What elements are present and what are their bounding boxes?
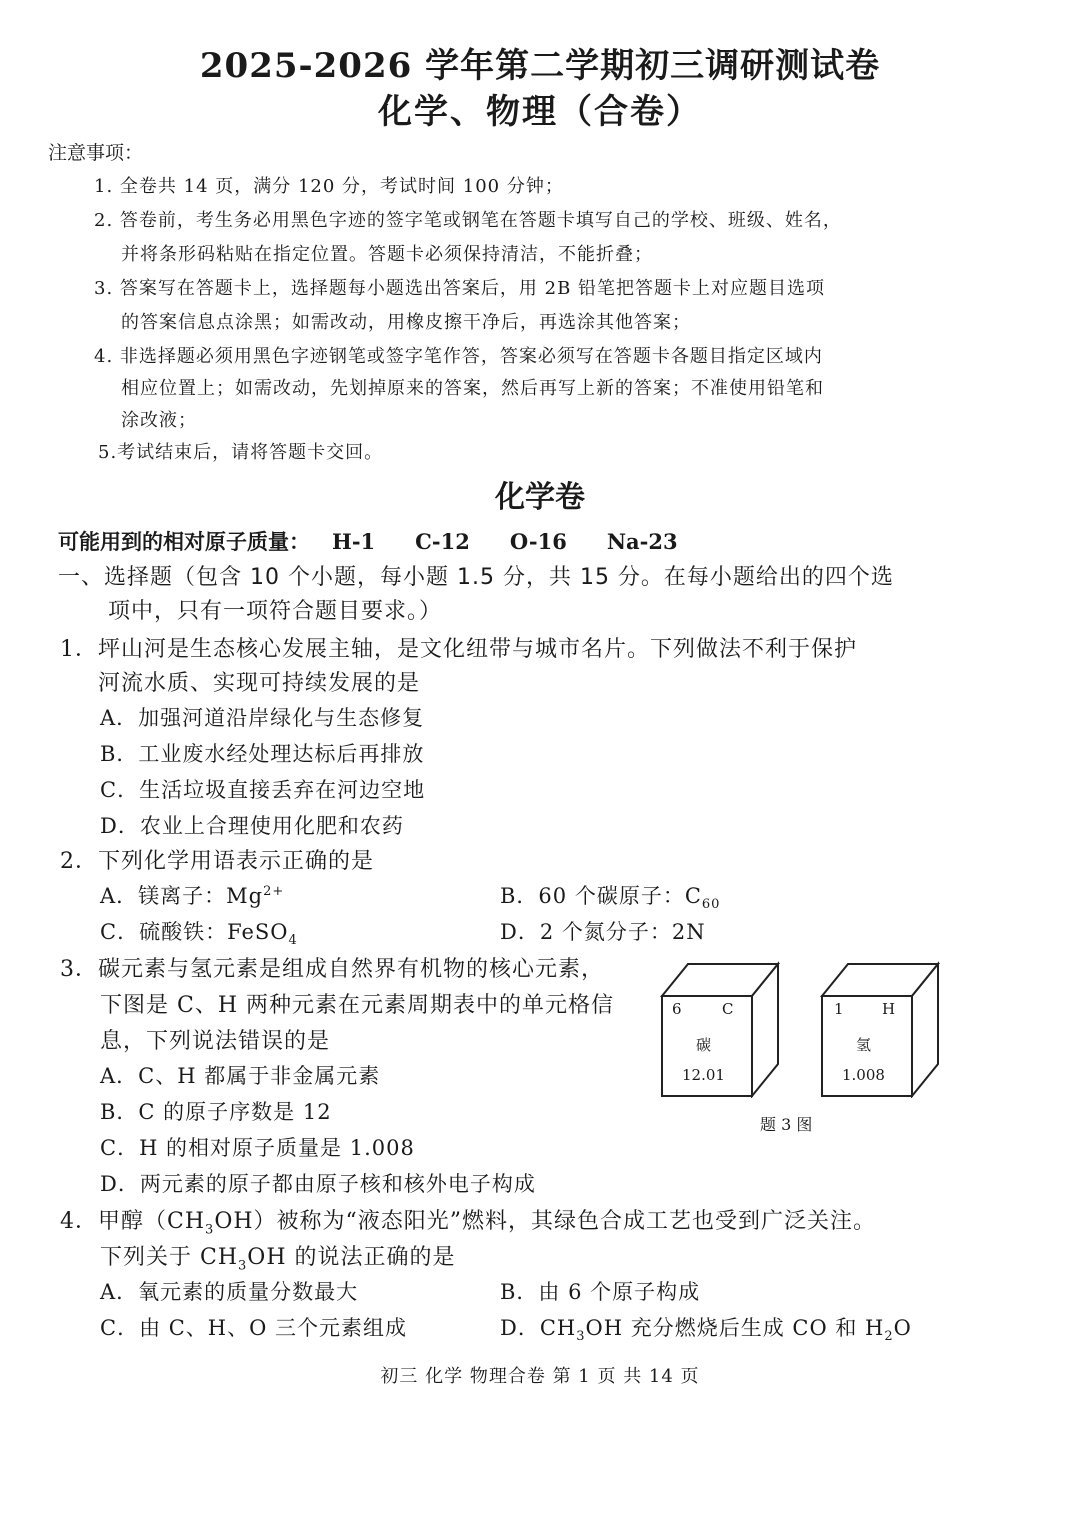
- part1-instructions-line2: 项中，只有一项符合题目要求。）: [108, 599, 443, 624]
- q2-option-c: [100, 916, 298, 948]
- q4-option-d-part-a: D．CH: [500, 1316, 577, 1340]
- hydrogen-atomic-mass: 1.008: [842, 1066, 885, 1084]
- notice-line-8: 涂改液；: [121, 410, 197, 431]
- q4-stem-line2: [100, 1240, 456, 1273]
- q4-option-d: [500, 1312, 912, 1344]
- q4-option-d-subscript-1: 3: [576, 1329, 586, 1345]
- q4-option-c: C．由 C、H、O 三个元素组成: [100, 1316, 408, 1340]
- q3-stem-line2: 下图是 C、H 两种元素在元素周期表中的单元格信: [100, 993, 615, 1018]
- q1-option-a: A．加强河道沿岸绿化与生态修复: [100, 706, 425, 730]
- q2-option-b: [500, 880, 720, 912]
- q1-option-d: D．农业上合理使用化肥和农药: [100, 814, 404, 838]
- figure-3-caption: 题 3 图: [760, 1115, 813, 1134]
- atomic-mass-label: 可能用到的相对原子质量：: [58, 530, 310, 554]
- page-footer: 初三 化学 物理合卷 第 1 页 共 14 页: [380, 1366, 700, 1387]
- q4-option-d-part-c: O: [893, 1316, 912, 1340]
- section-title: 化学卷: [495, 480, 585, 515]
- q1-stem-line1: 1．坪山河是生态核心发展主轴，是文化纽带与城市名片。下列做法不利于保护: [60, 637, 857, 662]
- q3-option-c: C．H 的相对原子质量是 1.008: [100, 1136, 415, 1160]
- q4-stem1-part-a: 4．甲醇（CH: [60, 1209, 206, 1234]
- carbon-atomic-number: 6: [672, 1000, 682, 1018]
- q2-option-b-text: B．60 个碳原子：C: [500, 884, 702, 908]
- notice-line-6: 4. 非选择题必须用黑色字迹钢笔或签字笔作答，答案必须写在答题卡各题目指定区域内: [94, 346, 823, 367]
- hydrogen-atomic-number: 1: [834, 1000, 844, 1018]
- exam-title: 2025-2026 学年第二学期初三调研测试卷: [199, 46, 881, 86]
- atomic-mass-o: O-16: [509, 529, 567, 554]
- carbon-symbol: C: [722, 1000, 734, 1018]
- atomic-mass-line: [58, 526, 678, 556]
- notice-line-9: 5.考试结束后，请将答题卡交回。: [98, 442, 384, 463]
- hydrogen-name: 氢: [856, 1036, 872, 1054]
- q1-option-c: C．生活垃圾直接丢弃在河边空地: [100, 778, 426, 802]
- q4-stem2-part-a: 下列关于 CH: [100, 1245, 239, 1270]
- q4-stem-line1: [60, 1204, 876, 1237]
- atomic-mass-c: C-12: [415, 529, 470, 554]
- q2-stem: 2．下列化学用语表示正确的是: [60, 849, 374, 874]
- notice-line-4: 3. 答案写在答题卡上，选择题每小题选出答案后，用 2B 铅笔把答题卡上对应题目选项: [94, 278, 826, 299]
- q4-stem1-subscript: 3: [205, 1222, 215, 1238]
- carbon-element-cell: [660, 960, 782, 1098]
- q3-option-d: D．两元素的原子都由原子核和核外电子构成: [100, 1172, 536, 1196]
- carbon-name: 碳: [696, 1036, 712, 1054]
- notice-line-1: 1. 全卷共 14 页，满分 120 分，考试时间 100 分钟；: [94, 176, 564, 197]
- q3-stem-line1: 3．碳元素与氢元素是组成自然界有机物的核心元素，: [60, 957, 604, 982]
- q1-option-b: B．工业废水经处理达标后再排放: [100, 742, 425, 766]
- atomic-mass-na: Na-23: [606, 529, 678, 554]
- hydrogen-element-cell: [820, 960, 942, 1098]
- notice-line-7: 相应位置上；如需改动，先划掉原来的答案，然后再写上新的答案；不准使用铅笔和: [121, 378, 824, 399]
- q4-stem2-part-b: OH 的说法正确的是: [247, 1245, 456, 1270]
- q4-stem1-part-b: OH）被称为“液态阳光”燃料，其绿色合成工艺也受到广泛关注。: [214, 1209, 877, 1234]
- q3-stem-line3: 息，下列说法错误的是: [100, 1029, 331, 1054]
- q3-option-b: B．C 的原子序数是 12: [100, 1100, 332, 1124]
- q4-option-d-part-b: OH 充分燃烧后生成 CO 和 H: [585, 1316, 885, 1340]
- notice-line-3: 并将条形码粘贴在指定位置。答题卡必须保持清洁，不能折叠；: [121, 244, 653, 265]
- notice-line-5: 的答案信息点涂黑；如需改动，用橡皮擦干净后，再选涂其他答案；: [121, 312, 691, 333]
- q2-option-a-charge: 2+: [263, 884, 285, 899]
- q3-option-a: A．C、H 都属于非金属元素: [100, 1064, 381, 1088]
- q4-stem2-subscript: 3: [238, 1258, 248, 1274]
- q2-option-c-text: C．硫酸铁：FeSO: [100, 920, 289, 944]
- q2-option-d: D．2 个氮分子：2N: [500, 920, 706, 944]
- q4-option-d-subscript-2: 2: [884, 1329, 894, 1345]
- hydrogen-symbol: H: [882, 1000, 896, 1018]
- part1-instructions-line1: 一、选择题（包含 10 个小题，每小题 1.5 分，共 15 分。在每小题给出的四个选: [58, 565, 894, 590]
- carbon-atomic-mass: 12.01: [682, 1066, 725, 1084]
- q2-option-a: [100, 880, 284, 910]
- q2-option-b-subscript: 60: [701, 897, 721, 913]
- q1-stem-line2: 河流水质、实现可持续发展的是: [98, 671, 421, 696]
- q2-option-a-text: A．镁离子：Mg: [100, 884, 264, 908]
- notice-heading: 注意事项：: [48, 142, 144, 164]
- q2-option-c-subscript: 4: [288, 933, 298, 949]
- notice-line-2: 2. 答卷前，考生务必用黑色字迹的签字笔或钢笔在答题卡填写自己的学校、班级、姓名，: [94, 210, 842, 231]
- atomic-mass-h: H-1: [332, 529, 376, 554]
- q4-option-b: B．由 6 个原子构成: [500, 1280, 701, 1304]
- q4-option-a: A．氧元素的质量分数最大: [100, 1280, 359, 1304]
- exam-subtitle: 化学、物理（合卷）: [378, 92, 702, 132]
